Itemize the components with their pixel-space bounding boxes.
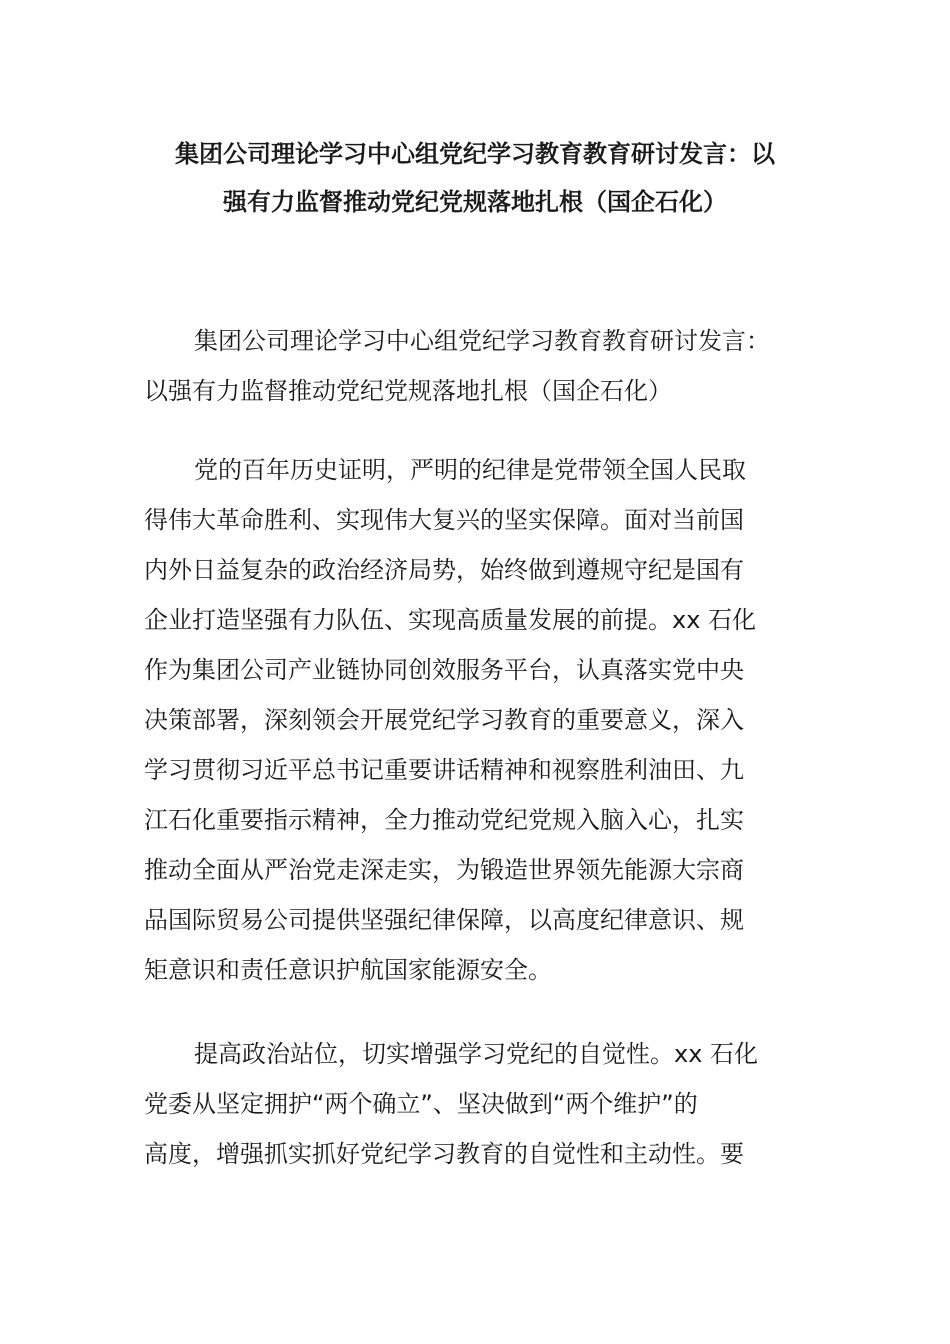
document-title <box>130 130 820 226</box>
paragraph-line: 企业打造坚强有力队伍、实现高质量发展的前提。xx 石化 <box>144 606 757 634</box>
title-line: 强有力监督推动党纪党规落地扎根（国企石化） <box>223 188 727 216</box>
paragraph-line: 矩意识和责任意识护航国家能源安全。 <box>144 956 552 984</box>
paragraph-line: 作为集团公司产业链协同创效服务平台，认真落实党中央 <box>144 656 744 684</box>
paragraph <box>144 1029 806 1179</box>
paragraph-line: 学习贯彻习近平总书记重要讲话精神和视察胜利油田、九 <box>144 756 744 784</box>
paragraph-line: 党委从坚定拥护“两个确立”、坚决做到“两个维护”的 <box>144 1090 698 1118</box>
paragraph-line: 高度，增强抓实抓好党纪学习教育的自觉性和主动性。要 <box>144 1140 744 1168</box>
paragraph-line: 提高政治站位，切实增强学习党纪的自觉性。xx 石化 <box>194 1040 759 1068</box>
paragraph-line: 推动全面从严治党走深走实，为锻造世界领先能源大宗商 <box>144 856 744 884</box>
paragraph-line: 品国际贸易公司提供坚强纪律保障，以高度纪律意识、规 <box>144 906 744 934</box>
body-paragraph-political <box>144 1029 806 1179</box>
paragraph <box>144 445 806 995</box>
paragraph-line: 江石化重要指示精神，全力推动党纪党规入脑入心，扎实 <box>144 806 744 834</box>
title-line: 集团公司理论学习中心组党纪学习教育教育研讨发言：以 <box>175 140 775 168</box>
paragraph-line: 内外日益复杂的政治经济局势，始终做到遵规守纪是国有 <box>144 556 744 584</box>
body-paragraph-heading <box>144 316 806 416</box>
paragraph-line: 决策部署，深刻领会开展党纪学习教育的重要意义，深入 <box>144 706 744 734</box>
paragraph <box>144 316 806 416</box>
paragraph-line: 集团公司理论学习中心组党纪学习教育教育研讨发言： <box>194 327 770 355</box>
paragraph-line: 以强有力监督推动党纪党规落地扎根（国企石化） <box>144 377 672 405</box>
paragraph-line: 党的百年历史证明，严明的纪律是党带领全国人民取 <box>194 456 746 484</box>
paragraph-line: 得伟大革命胜利、实现伟大复兴的坚实保障。面对当前国 <box>144 506 744 534</box>
body-paragraph-intro <box>144 445 806 995</box>
